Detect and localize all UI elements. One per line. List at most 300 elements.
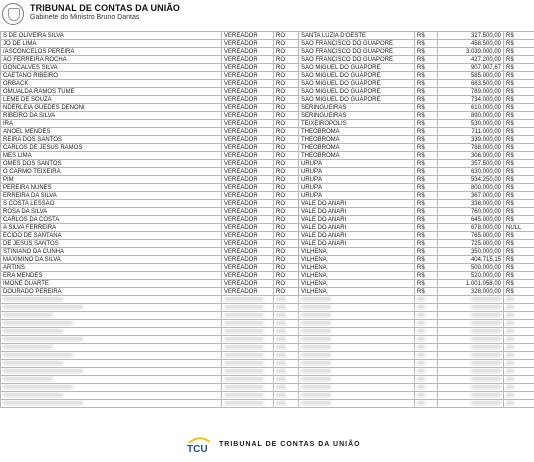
cell-role: VEREADOR (222, 232, 274, 240)
cell-cur: R$ (415, 184, 438, 192)
redacted-cell (504, 376, 534, 384)
cell-role: VEREADOR (222, 88, 274, 96)
redacted-cell (504, 392, 534, 400)
redacted-row (1, 304, 534, 312)
cell-val: 350.000,00 (438, 248, 504, 256)
redacted-row (1, 328, 534, 336)
redacted-cell (222, 368, 274, 376)
cell-name: GONCALVES SILVA (1, 64, 222, 72)
cell-role: VEREADOR (222, 216, 274, 224)
cell-cur: R$ (415, 136, 438, 144)
redacted-cell (299, 296, 415, 304)
footer-org-name: TRIBUNAL DE CONTAS DA UNIÃO (219, 441, 361, 448)
redacted-cell (299, 312, 415, 320)
redacted-cell (1, 296, 222, 304)
table-row (1, 56, 534, 64)
redacted-cell (504, 344, 534, 352)
cell-st: R$ (504, 120, 534, 128)
redacted-cell (1, 328, 222, 336)
table-row (1, 32, 534, 40)
cell-cur: R$ (415, 176, 438, 184)
cell-val: 789.000,00 (438, 88, 504, 96)
redacted-cell (415, 400, 438, 408)
cell-uf: RO (274, 72, 299, 80)
cell-val: 338.000,00 (438, 200, 504, 208)
redacted-cell (438, 376, 504, 384)
redacted-cell (438, 392, 504, 400)
cell-city: THEOBROMA (299, 136, 415, 144)
redacted-cell (1, 304, 222, 312)
cell-cur: R$ (415, 224, 438, 232)
cell-uf: RO (274, 40, 299, 48)
redacted-cell (504, 336, 534, 344)
cell-st: R$ (504, 176, 534, 184)
cell-cur: R$ (415, 104, 438, 112)
cell-st: R$ (504, 64, 534, 72)
cell-val: 339.000,00 (438, 136, 504, 144)
cell-role: VEREADOR (222, 288, 274, 296)
cell-city: VALE DO ANARI (299, 224, 415, 232)
cell-city: SÃO FRANCISCO DO GUAPORÉ (299, 40, 415, 48)
cell-city: SÃO MIGUEL DO GUAPORÉ (299, 64, 415, 72)
redacted-cell (222, 344, 274, 352)
redacted-cell (222, 392, 274, 400)
redacted-cell (222, 320, 274, 328)
cell-name: ROSA DA SILVA (1, 208, 222, 216)
redacted-cell (299, 384, 415, 392)
cell-role: VEREADOR (222, 160, 274, 168)
cell-uf: RO (274, 240, 299, 248)
cell-uf: RO (274, 288, 299, 296)
redacted-cell (415, 336, 438, 344)
table-row (1, 40, 534, 48)
cell-uf: RO (274, 232, 299, 240)
document-footer (0, 430, 534, 460)
redacted-cell (299, 352, 415, 360)
cell-city: URUPÁ (299, 192, 415, 200)
redacted-row (1, 392, 534, 400)
redacted-cell (274, 360, 299, 368)
redacted-cell (504, 304, 534, 312)
cell-uf: RO (274, 256, 299, 264)
redacted-row (1, 376, 534, 384)
redacted-cell (299, 304, 415, 312)
redacted-cell (438, 400, 504, 408)
table-row (1, 288, 534, 296)
cell-role: VEREADOR (222, 144, 274, 152)
redacted-cell (438, 360, 504, 368)
cell-st: R$ (504, 272, 534, 280)
redacted-cell (415, 392, 438, 400)
tcu-logo-icon (186, 436, 213, 453)
cell-role: VEREADOR (222, 224, 274, 232)
cell-city: SÃO MIGUEL DO GUAPORÉ (299, 96, 415, 104)
redacted-cell (299, 392, 415, 400)
cell-city: SÃO MIGUEL DO GUAPORÉ (299, 80, 415, 88)
cell-val: 458.500,00 (438, 40, 504, 48)
table-row (1, 192, 534, 200)
cell-city: SANTA LUZIA D'OESTE (299, 32, 415, 40)
cell-st: R$ (504, 152, 534, 160)
redacted-cell (438, 296, 504, 304)
redacted-cell (438, 320, 504, 328)
redacted-cell (504, 384, 534, 392)
cell-city: THEOBROMA (299, 128, 415, 136)
cell-uf: RO (274, 160, 299, 168)
cell-val: 357.500,00 (438, 160, 504, 168)
table-row (1, 160, 534, 168)
cell-role: VEREADOR (222, 264, 274, 272)
cell-cur: R$ (415, 192, 438, 200)
cell-st: R$ (504, 240, 534, 248)
redacted-cell (415, 296, 438, 304)
cell-st: R$ (504, 208, 534, 216)
cell-val: 683.500,00 (438, 80, 504, 88)
cell-st: R$ (504, 256, 534, 264)
redacted-cell (274, 336, 299, 344)
data-table (0, 31, 534, 408)
cell-cur: R$ (415, 168, 438, 176)
cell-val: 306.000,00 (438, 152, 504, 160)
cell-name: IMONE DUARTE (1, 280, 222, 288)
cell-uf: RO (274, 80, 299, 88)
table-row (1, 176, 534, 184)
cell-role: VEREADOR (222, 272, 274, 280)
cell-cur: R$ (415, 264, 438, 272)
svg-text:TCU: TCU (187, 444, 208, 453)
redacted-cell (504, 328, 534, 336)
cell-name: CAETANO RIBEIRO (1, 72, 222, 80)
table-row (1, 200, 534, 208)
redacted-cell (438, 304, 504, 312)
table-body (1, 32, 534, 408)
cell-role: VEREADOR (222, 32, 274, 40)
cell-cur: R$ (415, 256, 438, 264)
cell-role: VEREADOR (222, 256, 274, 264)
cell-city: URUPÁ (299, 184, 415, 192)
cell-name: PIM (1, 176, 222, 184)
cell-val: 678.000,00 (438, 224, 504, 232)
cell-city: VILHENA (299, 272, 415, 280)
table-row (1, 168, 534, 176)
redacted-cell (299, 328, 415, 336)
cell-st: R$ (504, 200, 534, 208)
redacted-cell (222, 376, 274, 384)
cell-st: R$ (504, 232, 534, 240)
cell-role: VEREADOR (222, 120, 274, 128)
cell-name: REIRA DOS SANTOS (1, 136, 222, 144)
cell-name: AO FERREIRA ROCHA (1, 56, 222, 64)
cell-city: VALE DO ANARI (299, 240, 415, 248)
redacted-row (1, 352, 534, 360)
cell-cur: R$ (415, 288, 438, 296)
cell-name: STINIANO DA CUNHA (1, 248, 222, 256)
tcu-crest-icon (2, 3, 24, 25)
org-name: TRIBUNAL DE CONTAS DA UNIÃO (30, 3, 181, 13)
cell-role: VEREADOR (222, 184, 274, 192)
cell-cur: R$ (415, 248, 438, 256)
cell-cur: R$ (415, 128, 438, 136)
org-subtitle: Gabinete do Ministro Bruno Dantas (30, 14, 140, 21)
cell-role: VEREADOR (222, 104, 274, 112)
cell-role: VEREADOR (222, 176, 274, 184)
cell-val: 500.000,00 (438, 264, 504, 272)
table-row (1, 224, 534, 232)
table-row (1, 272, 534, 280)
cell-val: 907.907,67 (438, 64, 504, 72)
redacted-cell (415, 384, 438, 392)
cell-uf: RO (274, 64, 299, 72)
cell-role: VEREADOR (222, 112, 274, 120)
cell-role: VEREADOR (222, 64, 274, 72)
cell-city: VILHENA (299, 280, 415, 288)
table-row (1, 152, 534, 160)
redacted-cell (504, 400, 534, 408)
redacted-cell (222, 360, 274, 368)
cell-cur: R$ (415, 40, 438, 48)
cell-val: 711.000,00 (438, 128, 504, 136)
cell-cur: R$ (415, 80, 438, 88)
redacted-cell (1, 392, 222, 400)
cell-val: 630.000,00 (438, 168, 504, 176)
cell-name: JO DE LIMA (1, 40, 222, 48)
cell-name: S COSTA LESSÃO (1, 200, 222, 208)
cell-cur: R$ (415, 216, 438, 224)
cell-cur: R$ (415, 120, 438, 128)
cell-role: VEREADOR (222, 280, 274, 288)
cell-city: SERINGUEIRAS (299, 104, 415, 112)
redacted-cell (222, 336, 274, 344)
redacted-cell (415, 360, 438, 368)
cell-city: SÃO FRANCISCO DO GUAPORÉ (299, 56, 415, 64)
cell-name: LEME DE SOUZA (1, 96, 222, 104)
cell-uf: RO (274, 216, 299, 224)
cell-city: URUPÁ (299, 176, 415, 184)
cell-val: 427.200,00 (438, 56, 504, 64)
cell-st: R$ (504, 88, 534, 96)
redacted-row (1, 320, 534, 328)
cell-name: OMES DOS SANTOS (1, 160, 222, 168)
redacted-cell (274, 344, 299, 352)
redacted-cell (222, 296, 274, 304)
redacted-cell (438, 312, 504, 320)
cell-st: NULL (504, 224, 534, 232)
cell-name: NDERLEIA GUEDES DENONI (1, 104, 222, 112)
redacted-cell (299, 400, 415, 408)
redacted-cell (222, 304, 274, 312)
cell-uf: RO (274, 152, 299, 160)
cell-name: RIBEIRO DA SILVA (1, 112, 222, 120)
table-row (1, 184, 534, 192)
cell-st: R$ (504, 192, 534, 200)
cell-role: VEREADOR (222, 192, 274, 200)
cell-val: 890.000,00 (438, 112, 504, 120)
cell-name: O CARMO TEIXEIRA (1, 168, 222, 176)
table-row (1, 104, 534, 112)
table-row (1, 128, 534, 136)
cell-uf: RO (274, 280, 299, 288)
cell-role: VEREADOR (222, 56, 274, 64)
cell-name: ERA MENDES (1, 272, 222, 280)
cell-city: VILHENA (299, 248, 415, 256)
cell-uf: RO (274, 200, 299, 208)
cell-role: VEREADOR (222, 240, 274, 248)
cell-uf: RO (274, 112, 299, 120)
cell-city: TEIXEIRÓPOLIS (299, 120, 415, 128)
cell-city: SÃO MIGUEL DO GUAPORÉ (299, 88, 415, 96)
redacted-cell (1, 312, 222, 320)
cell-cur: R$ (415, 48, 438, 56)
cell-st: R$ (504, 48, 534, 56)
redacted-cell (1, 352, 222, 360)
cell-val: 765.000,00 (438, 232, 504, 240)
cell-val: 734.000,00 (438, 96, 504, 104)
cell-uf: RO (274, 136, 299, 144)
cell-name: A SILVA FERREIRA (1, 224, 222, 232)
cell-city: SÃO MIGUEL DO GUAPORÉ (299, 72, 415, 80)
redacted-cell (415, 352, 438, 360)
cell-st: R$ (504, 56, 534, 64)
table-row (1, 240, 534, 248)
redacted-cell (222, 328, 274, 336)
data-table-container (0, 31, 534, 408)
cell-st: R$ (504, 280, 534, 288)
cell-role: VEREADOR (222, 96, 274, 104)
redacted-cell (299, 376, 415, 384)
redacted-row (1, 336, 534, 344)
redacted-cell (415, 320, 438, 328)
cell-st: R$ (504, 264, 534, 272)
cell-name: CARLOS DA COSTA (1, 216, 222, 224)
cell-cur: R$ (415, 232, 438, 240)
table-row (1, 96, 534, 104)
cell-uf: RO (274, 144, 299, 152)
redacted-cell (415, 344, 438, 352)
redacted-cell (299, 320, 415, 328)
cell-name: ECIDO DE SANTANA (1, 232, 222, 240)
redacted-cell (438, 336, 504, 344)
cell-val: 534.250,00 (438, 176, 504, 184)
cell-uf: RO (274, 56, 299, 64)
redacted-cell (274, 392, 299, 400)
cell-city: VILHENA (299, 264, 415, 272)
redacted-cell (222, 312, 274, 320)
cell-st: R$ (504, 288, 534, 296)
cell-city: URUPÁ (299, 168, 415, 176)
redacted-cell (504, 312, 534, 320)
cell-cur: R$ (415, 96, 438, 104)
cell-cur: R$ (415, 32, 438, 40)
cell-uf: RO (274, 96, 299, 104)
cell-st: R$ (504, 128, 534, 136)
cell-cur: R$ (415, 240, 438, 248)
cell-uf: RO (274, 32, 299, 40)
cell-cur: R$ (415, 88, 438, 96)
cell-uf: RO (274, 88, 299, 96)
cell-name: MAXIMINO DA SILVA (1, 256, 222, 264)
cell-city: VILHENA (299, 288, 415, 296)
redacted-row (1, 296, 534, 304)
cell-val: 610.000,00 (438, 104, 504, 112)
cell-uf: RO (274, 248, 299, 256)
cell-city: THEOBROMA (299, 144, 415, 152)
cell-name: ANOEL MENDES (1, 128, 222, 136)
redacted-cell (222, 400, 274, 408)
cell-name: IRA (1, 120, 222, 128)
cell-val: 327.500,00 (438, 32, 504, 40)
redacted-row (1, 360, 534, 368)
cell-val: 645.000,00 (438, 216, 504, 224)
table-row (1, 136, 534, 144)
redacted-cell (438, 368, 504, 376)
redacted-cell (438, 384, 504, 392)
cell-name: ORBACK (1, 80, 222, 88)
cell-city: VALE DO ANARI (299, 200, 415, 208)
cell-val: 788.000,00 (438, 144, 504, 152)
redacted-cell (274, 312, 299, 320)
cell-role: VEREADOR (222, 40, 274, 48)
cell-st: R$ (504, 112, 534, 120)
redacted-cell (438, 344, 504, 352)
redacted-cell (274, 368, 299, 376)
table-row (1, 112, 534, 120)
table-row (1, 48, 534, 56)
cell-st: R$ (504, 32, 534, 40)
redacted-cell (274, 296, 299, 304)
cell-st: R$ (504, 144, 534, 152)
cell-val: 3.039.000,00 (438, 48, 504, 56)
cell-name: DOURADO PEREIRA (1, 288, 222, 296)
cell-st: R$ (504, 184, 534, 192)
cell-st: R$ (504, 136, 534, 144)
redacted-cell (504, 296, 534, 304)
cell-name: DE JESUS SANTOS (1, 240, 222, 248)
cell-uf: RO (274, 168, 299, 176)
redacted-cell (274, 384, 299, 392)
redacted-cell (1, 384, 222, 392)
document-header (0, 0, 534, 30)
cell-name: PEREIRA NUNES (1, 184, 222, 192)
cell-val: 800.000,00 (438, 184, 504, 192)
redacted-cell (504, 368, 534, 376)
table-row (1, 72, 534, 80)
redacted-cell (299, 368, 415, 376)
cell-cur: R$ (415, 112, 438, 120)
table-row (1, 216, 534, 224)
cell-city: VALE DO ANARI (299, 208, 415, 216)
cell-city: SERINGUEIRAS (299, 112, 415, 120)
redacted-cell (299, 344, 415, 352)
cell-city: VILHENA (299, 256, 415, 264)
cell-name: ERREIRA DA SILVA (1, 192, 222, 200)
cell-name: /ASCONCELOS PEREIRA (1, 48, 222, 56)
table-row (1, 248, 534, 256)
cell-role: VEREADOR (222, 136, 274, 144)
table-row (1, 256, 534, 264)
cell-st: R$ (504, 160, 534, 168)
cell-name: OMUALDA RAMOS TUME (1, 88, 222, 96)
redacted-cell (415, 312, 438, 320)
cell-st: R$ (504, 40, 534, 48)
cell-role: VEREADOR (222, 48, 274, 56)
redacted-cell (274, 328, 299, 336)
table-row (1, 144, 534, 152)
cell-name: S DE OLIVEIRA SILVA (1, 32, 222, 40)
redacted-cell (274, 376, 299, 384)
cell-role: VEREADOR (222, 152, 274, 160)
cell-val: 1.001.058,00 (438, 280, 504, 288)
cell-role: VEREADOR (222, 168, 274, 176)
